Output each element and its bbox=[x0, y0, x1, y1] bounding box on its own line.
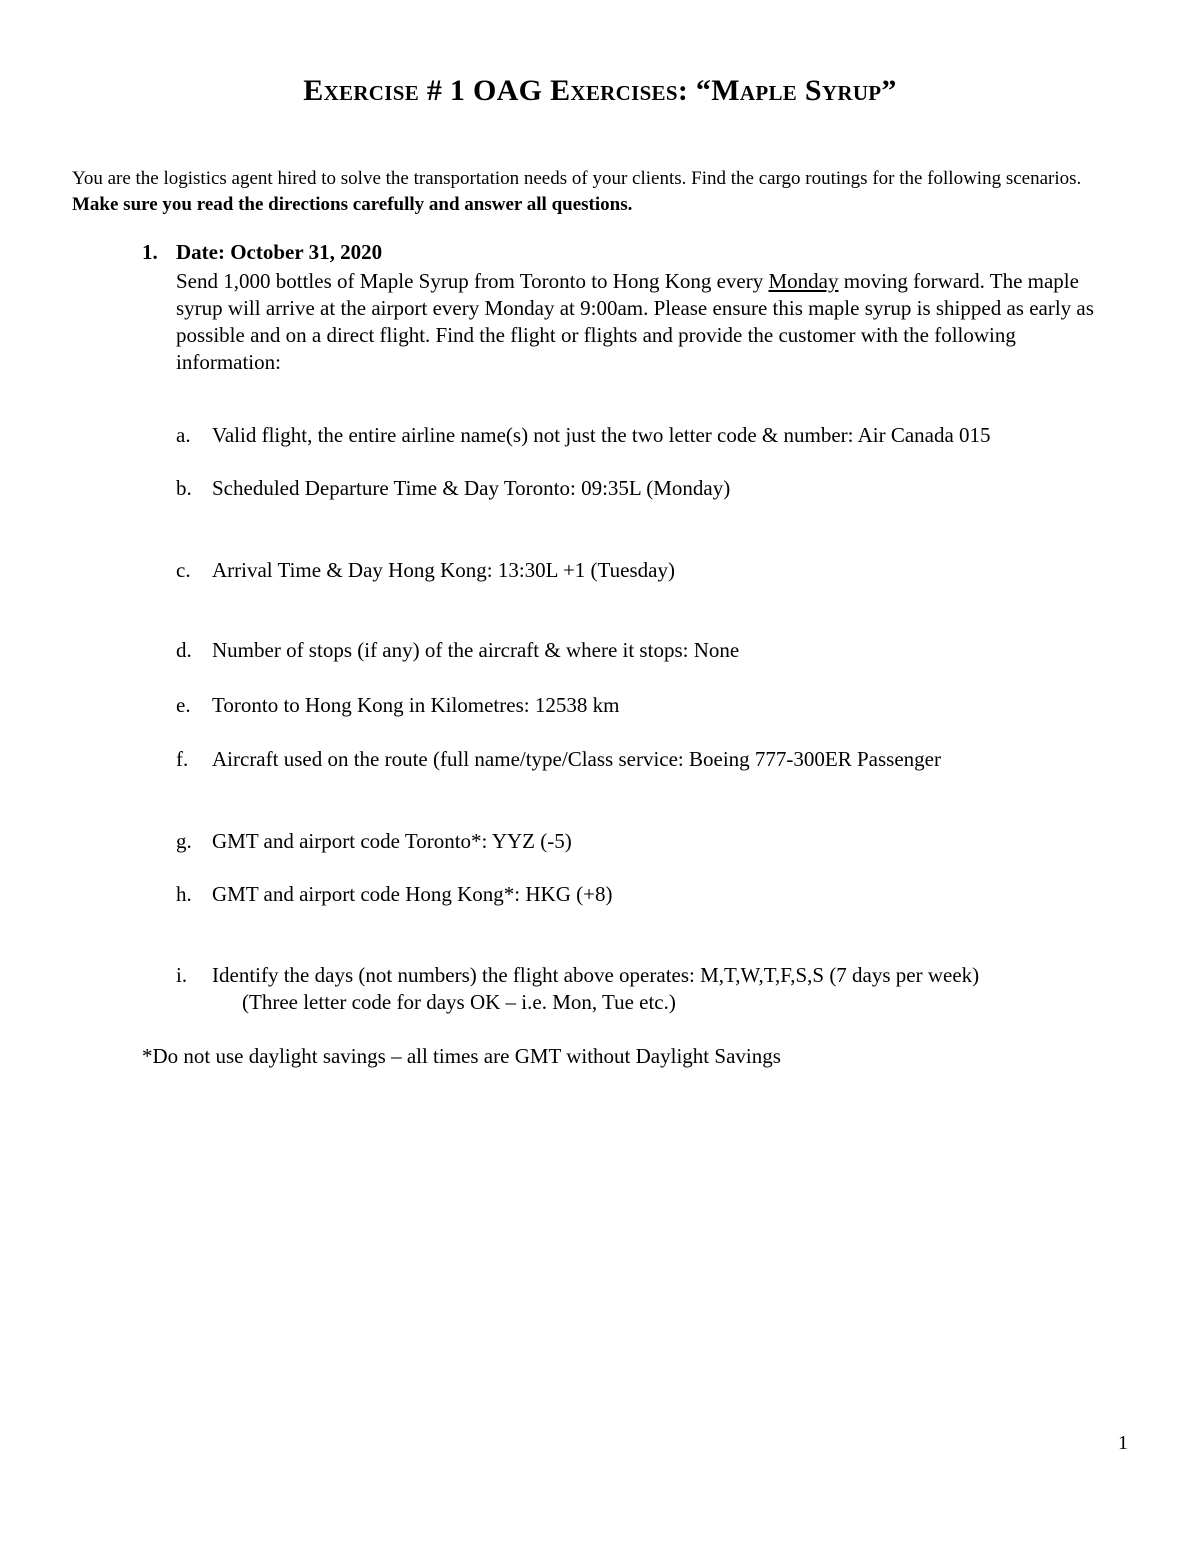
question-body-text: Send 1,000 bottles of Maple Syrup from Toronto to Hong Kong every bbox=[176, 269, 769, 293]
list-item-text: Valid flight, the entire airline name(s) not just the two letter code & number: Air Canada 015 bbox=[212, 423, 991, 447]
title-part: # 1 OAG bbox=[419, 74, 551, 107]
list-item-letter: g. bbox=[176, 829, 192, 853]
list-item-letter: h. bbox=[176, 882, 192, 906]
intro-text: You are the logistics agent hired to solve the transportation needs of your clients. Find the cargo routings for the following scenarios. bbox=[72, 168, 1082, 189]
list-item-letter: d. bbox=[176, 638, 192, 662]
list-item-text: GMT and airport code Hong Kong*: HKG (+8) bbox=[212, 882, 613, 906]
title-part: xercise bbox=[323, 74, 420, 107]
page-title bbox=[0, 74, 1200, 108]
list-item-text: Arrival Time & Day Hong Kong: 13:30L +1 (Tuesday) bbox=[212, 558, 675, 582]
list-item-text: Aircraft used on the route (full name/type/Class service: Boeing 777-300ER Passenger bbox=[212, 747, 941, 771]
list-item-text: Scheduled Departure Time & Day Toronto: 09:35L (Monday) bbox=[212, 476, 731, 500]
list-item-text: Toronto to Hong Kong in Kilometres: 12538 km bbox=[212, 693, 620, 717]
list-item bbox=[176, 828, 572, 855]
title-part: E bbox=[550, 74, 571, 107]
title-part: xercises bbox=[570, 74, 678, 107]
intro-bold-instruction: Make sure you read the directions carefully and answer all questions. bbox=[72, 194, 633, 215]
list-item bbox=[176, 637, 739, 664]
footnote: *Do not use daylight savings – all times are GMT without Daylight Savings bbox=[142, 1044, 781, 1068]
title-part: yrup bbox=[821, 74, 882, 107]
list-item bbox=[176, 962, 979, 1016]
question-heading bbox=[142, 240, 382, 265]
list-item-letter: b. bbox=[176, 476, 192, 500]
list-item-subtext: (Three letter code for days OK – i.e. Mon, Tue etc.) bbox=[242, 990, 676, 1014]
question-body-underlined: Monday bbox=[768, 269, 839, 293]
question-date: Date: October 31, 2020 bbox=[176, 240, 383, 264]
question-body bbox=[176, 268, 1126, 376]
list-item-letter: e. bbox=[176, 693, 191, 717]
page-number: 1 bbox=[1118, 1432, 1128, 1454]
list-item-letter: f. bbox=[176, 747, 189, 771]
list-item-letter: a. bbox=[176, 423, 191, 447]
list-item bbox=[176, 692, 619, 719]
list-item bbox=[176, 475, 730, 502]
list-item-letter: i. bbox=[176, 963, 188, 987]
title-part bbox=[797, 74, 805, 107]
list-item-text: Identify the days (not numbers) the flight above operates: M,T,W,T,F,S,S (7 days per week) bbox=[212, 963, 980, 987]
title-part: aple bbox=[739, 74, 798, 107]
title-part: S bbox=[804, 74, 822, 107]
title-part: : “ bbox=[677, 74, 712, 107]
list-item bbox=[176, 422, 991, 449]
title-part: E bbox=[303, 74, 324, 107]
intro-paragraph bbox=[72, 166, 1132, 218]
title-part: ” bbox=[881, 74, 897, 107]
list-item bbox=[176, 557, 675, 584]
title-part: M bbox=[711, 74, 740, 107]
list-item-letter: c. bbox=[176, 558, 191, 582]
question-number: 1. bbox=[142, 240, 158, 264]
list-item-text: GMT and airport code Toronto*: YYZ (-5) bbox=[212, 829, 572, 853]
question-body-text: moving forward. The maple syrup will arrive at the airport every Monday at 9:00am. Please ensure this maple syrup is shipped as early as possible and on a direct flight. Find the flight or flights and provide the customer with the following information: bbox=[176, 269, 1094, 374]
list-item bbox=[176, 746, 941, 773]
list-item bbox=[176, 881, 612, 908]
list-item-text: Number of stops (if any) of the aircraft & where it stops: None bbox=[212, 638, 740, 662]
